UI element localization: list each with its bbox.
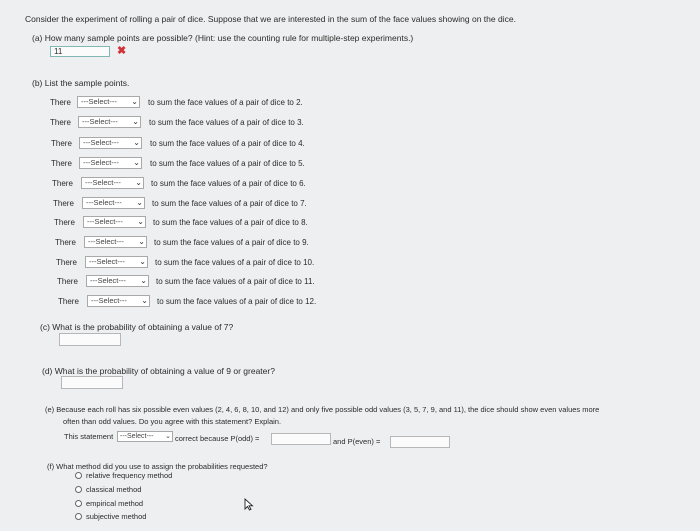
- sample-point-row: [50, 96, 350, 109]
- select-label: ---Select---: [85, 178, 121, 187]
- statement-prefix: This statement: [64, 432, 114, 441]
- statement-and: and P(even) =: [333, 437, 381, 446]
- part-d-question: (d) What is the probability of obtaining a value of 9 or greater?: [42, 366, 275, 376]
- sample-point-row: [50, 116, 350, 129]
- option-label: empirical method: [86, 499, 144, 508]
- row-prefix: There: [54, 218, 75, 227]
- row-suffix: to sum the face values of a pair of dice to 5.: [150, 159, 305, 168]
- count-select-sum-8[interactable]: [83, 216, 146, 228]
- row-prefix: There: [52, 179, 73, 188]
- row-suffix: to sum the face values of a pair of dice to 2.: [148, 98, 303, 107]
- p-even-input[interactable]: [390, 436, 450, 448]
- chevron-down-icon: ⌄: [140, 276, 147, 285]
- option-label: subjective method: [86, 512, 147, 521]
- chevron-down-icon: ⌄: [132, 117, 139, 126]
- row-suffix: to sum the face values of a pair of dice to 7.: [152, 199, 307, 208]
- part-d-answer-input[interactable]: [61, 376, 123, 389]
- row-prefix: There: [50, 98, 71, 107]
- row-prefix: There: [51, 159, 72, 168]
- radio-classical[interactable]: [75, 486, 82, 493]
- select-label: ---Select---: [89, 257, 125, 266]
- part-a-question: (a) How many sample points are possible? (Hint: use the counting rule for multiple-step experiments.): [32, 33, 414, 43]
- part-c-answer-input[interactable]: [59, 333, 121, 346]
- select-label: ---Select---: [86, 198, 122, 207]
- row-prefix: There: [53, 199, 74, 208]
- sample-point-row: [56, 256, 356, 269]
- row-suffix: to sum the face values of a pair of dice to 4.: [150, 139, 305, 148]
- part-a-answer-input[interactable]: 11: [50, 46, 110, 57]
- row-prefix: There: [51, 139, 72, 148]
- sample-point-row: [55, 236, 355, 249]
- row-prefix: There: [57, 277, 78, 286]
- sample-point-row: [54, 216, 354, 229]
- chevron-down-icon: ⌄: [137, 217, 144, 226]
- count-select-sum-7[interactable]: [82, 197, 145, 209]
- row-suffix: to sum the face values of a pair of dice to 12.: [157, 297, 317, 306]
- chevron-down-icon: ⌄: [138, 237, 145, 246]
- chevron-down-icon: ⌄: [133, 138, 140, 147]
- sample-point-row: [53, 197, 353, 210]
- option-label: relative frequency method: [86, 471, 173, 480]
- sample-point-row: [51, 137, 351, 150]
- select-label: ---Select---: [87, 217, 123, 226]
- sample-point-row: [51, 157, 351, 170]
- mouse-pointer-icon: [244, 498, 254, 511]
- count-select-sum-2[interactable]: [77, 96, 140, 108]
- select-label: ---Select---: [82, 117, 118, 126]
- row-suffix: to sum the face values of a pair of dice to 9.: [154, 238, 309, 247]
- row-prefix: There: [58, 297, 79, 306]
- chevron-down-icon: ⌄: [139, 257, 146, 266]
- part-b-question: (b) List the sample points.: [32, 78, 130, 88]
- sample-point-row: [58, 295, 358, 308]
- incorrect-x-icon: ✖: [117, 45, 127, 57]
- part-e-question-line2: often than odd values. Do you agree with this statement? Explain.: [63, 417, 282, 426]
- part-c-question: (c) What is the probability of obtaining a value of 7?: [40, 322, 234, 332]
- radio-subjective[interactable]: [75, 513, 82, 520]
- select-label: ---Select---: [120, 433, 154, 440]
- count-select-sum-4[interactable]: [79, 137, 142, 149]
- part-f-question: (f) What method did you use to assign the probabilities requested?: [47, 462, 268, 471]
- count-select-sum-12[interactable]: [87, 295, 150, 307]
- sample-point-row: [57, 275, 357, 288]
- select-label: ---Select---: [81, 97, 117, 106]
- chevron-down-icon: ⌄: [136, 198, 143, 207]
- option-label: classical method: [86, 485, 142, 494]
- select-label: ---Select---: [83, 158, 119, 167]
- row-suffix: to sum the face values of a pair of dice to 6.: [151, 179, 306, 188]
- count-select-sum-6[interactable]: [81, 177, 144, 189]
- row-suffix: to sum the face values of a pair of dice to 11.: [156, 277, 315, 286]
- statement-mid: correct because P(odd) =: [175, 434, 260, 443]
- count-select-sum-11[interactable]: [86, 275, 149, 287]
- row-suffix: to sum the face values of a pair of dice to 3.: [149, 118, 304, 127]
- row-prefix: There: [56, 258, 77, 267]
- chevron-down-icon: ⌄: [135, 178, 142, 187]
- row-suffix: to sum the face values of a pair of dice to 10.: [155, 258, 315, 267]
- row-prefix: There: [55, 238, 76, 247]
- intro-text: Consider the experiment of rolling a pair of dice. Suppose that we are interested in the sum of the face values showing on the dice.: [25, 14, 516, 24]
- p-odd-input[interactable]: [271, 433, 331, 445]
- count-select-sum-3[interactable]: [78, 116, 141, 128]
- select-label: ---Select---: [91, 296, 127, 305]
- part-e-question-line1: (e) Because each roll has six possible even values (2, 4, 6, 8, 10, and 12) and only five possible odd values (3, 5, 7, 9, and 11), the dice should show even values more: [45, 405, 600, 414]
- chevron-down-icon: ⌄: [133, 158, 140, 167]
- chevron-down-icon: ⌄: [131, 97, 138, 106]
- chevron-down-icon: ⌄: [141, 296, 148, 305]
- agree-select[interactable]: [117, 431, 173, 442]
- count-select-sum-5[interactable]: [79, 157, 142, 169]
- chevron-down-icon: ⌄: [165, 433, 171, 440]
- row-prefix: There: [50, 118, 71, 127]
- select-label: ---Select---: [83, 138, 119, 147]
- sample-point-row: [52, 177, 352, 190]
- select-label: ---Select---: [88, 237, 124, 246]
- count-select-sum-9[interactable]: [84, 236, 147, 248]
- row-suffix: to sum the face values of a pair of dice to 8.: [153, 218, 308, 227]
- radio-empirical[interactable]: [75, 500, 82, 507]
- count-select-sum-10[interactable]: [85, 256, 148, 268]
- radio-relative-frequency[interactable]: [75, 472, 82, 479]
- select-label: ---Select---: [90, 276, 126, 285]
